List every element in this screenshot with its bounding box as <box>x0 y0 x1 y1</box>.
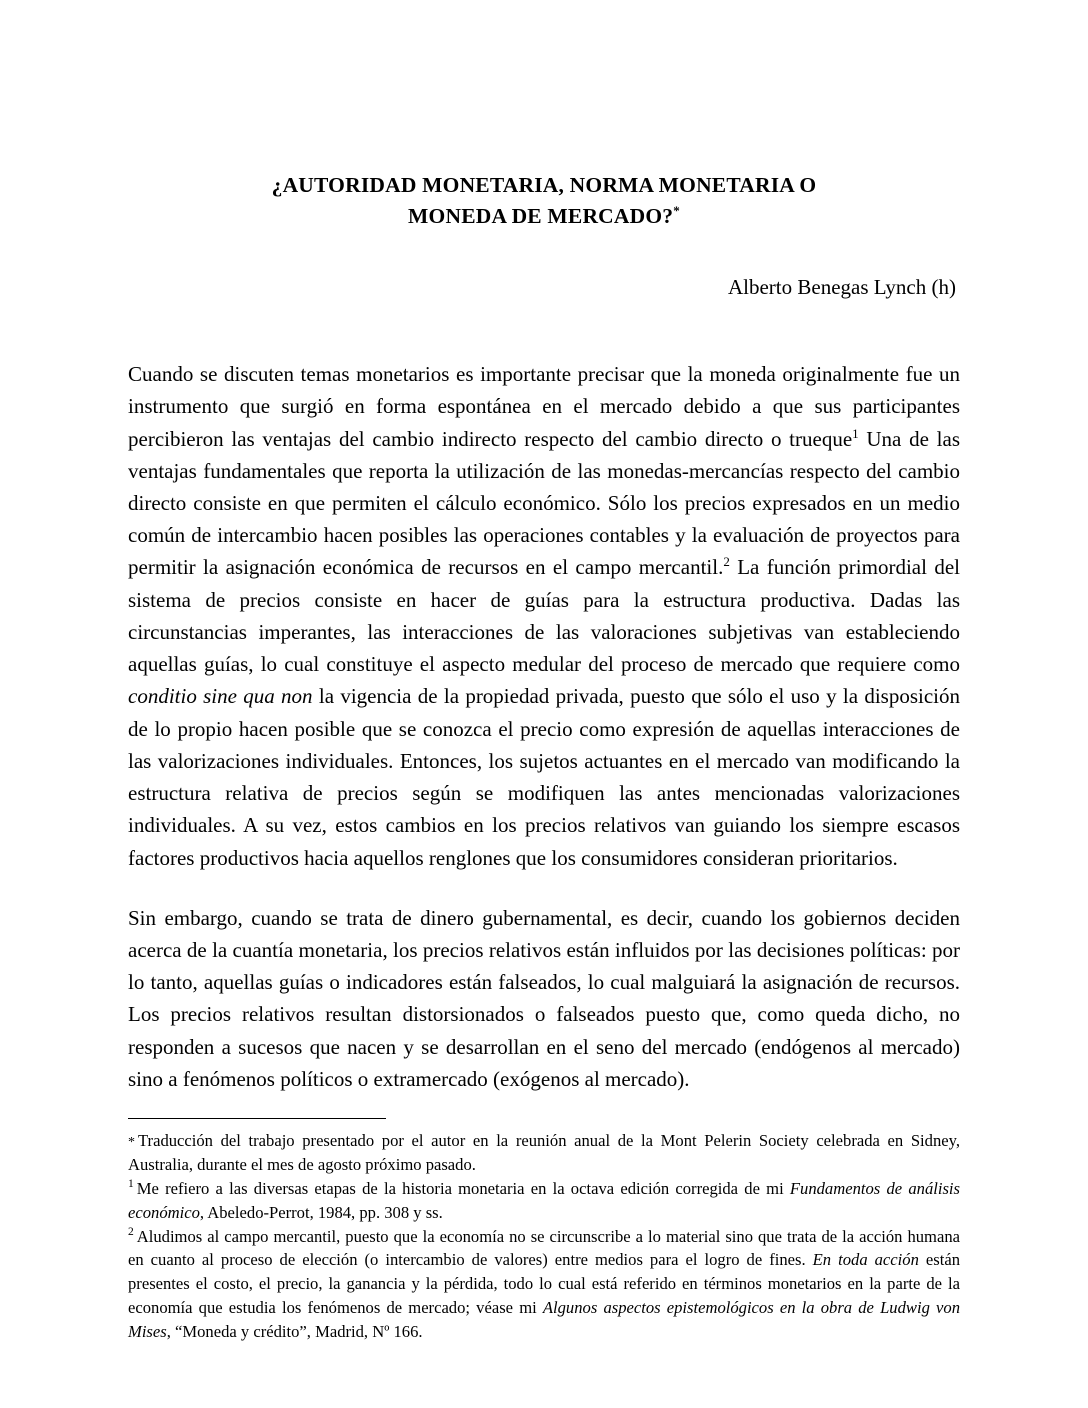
footnote-2 <box>128 1225 960 1344</box>
footnote-2-italic-a: En toda acción <box>812 1250 919 1270</box>
footnote-star-text: Traducción del trabajo presentado por el autor en la reunión anual de la Mont Pelerin Society celebrada en Sidney, Australia, durante el mes de agosto próximo pasado. <box>128 1130 960 1174</box>
footnote-area <box>128 1118 960 1344</box>
footnote-2-text-b: están presentes el costo, el precio, la ganancia y la pérdida, todo lo cual está referido en términos monetarios en la parte de la economía que estudia los fenómenos de mercado; véase mi <box>128 1250 960 1318</box>
footnote-ref-1: 1 <box>852 425 859 441</box>
title-line-1: ¿AUTORIDAD MONETARIA, NORMA MONETARIA O <box>271 173 817 197</box>
footnote-1 <box>128 1177 960 1225</box>
title-line-2: MONEDA DE MERCADO? <box>408 203 674 228</box>
footnote-separator-rule <box>128 1118 386 1119</box>
paragraph-2: Sin embargo, cuando se trata de dinero gubernamental, es decir, cuando los gobiernos deciden acerca de la cuantía monetaria, los precios relativos están influidos por las decisiones políticas: por lo tanto, aquellas guías o indicadores están falseados, lo cual malguiará la asignación de recursos. Los precios relativos resultan distorsionados o falseados puesto que, como queda dicho, no responden a sucesos que nacen y se desarrollan en el seno del mercado (endógenos al mercado) sino a fenómenos políticos o extramercado (exógenos al mercado). <box>128 905 960 1091</box>
footnote-1-text-a: Me refiero a las diversas etapas de la historia monetaria en la octava edición corregida de mi <box>136 1178 790 1198</box>
footnote-star-marker: * <box>128 1134 135 1150</box>
footnote-star <box>128 1129 960 1177</box>
footnote-1-italic-title: Fundamentos de análisis económico <box>128 1178 960 1222</box>
page-title <box>128 170 960 231</box>
author-name: Alberto Benegas Lynch (h) <box>727 275 956 300</box>
paragraph-1-part-a: Cuando se discuten temas monetarios es importante precisar que la moneda originalmente fue un instrumento que surgió en forma espontánea en el mercado debido a que sus participantes percibieron las ventajas del cambio indirecto respecto del cambio directo o trueque <box>128 362 960 451</box>
footnote-ref-2: 2 <box>723 554 730 570</box>
footnote-1-text-b: , Abeledo-Perrot, 1984, pp. 308 y ss. <box>199 1202 443 1222</box>
footnote-2-marker: 2 <box>128 1226 134 1239</box>
paragraph-1-part-c: La función primordial del sistema de precios consiste en hacer de guías para la estructura productiva. Dadas las circunstancias imperantes, las interacciones de las valoraciones subjetivas van estableciendo aquellas guías, lo cual constituye el aspecto medular del proceso de mercado que requiere como <box>128 555 960 677</box>
title-footnote-marker: * <box>673 202 680 218</box>
paragraph-1-part-d: la vigencia de la propiedad privada, puesto que sólo el uso y la disposición de lo propio hacen posible que se conozca el precio como expresión de aquellas interacciones de las valorizaciones individuales. Entonces, los sujetos actuantes en el mercado van modificando la estructura relativa de precios según se modifiquen las antes mencionadas valorizaciones individuales. A su vez, estos cambios en los precios relativos van guiando los siempre escasos factores productivos hacia aquellos renglones que los consumidores consideran prioritarios. <box>128 684 961 870</box>
paragraph-1 <box>128 358 960 874</box>
paragraph-1-italic-phrase: conditio sine qua non <box>128 684 313 709</box>
footnote-2-italic-b: Algunos aspectos epistemológicos en la obra de Ludwig von Mises <box>128 1298 960 1342</box>
footnote-1-marker: 1 <box>128 1178 134 1191</box>
footnote-2-text-a: Aludimos al campo mercantil, puesto que la economía no se circunscribe a lo material sino que trata de la acción humana en cuanto al proceso de elección (o intercambio de valores) entre medios para el logro de fines. <box>128 1226 960 1270</box>
paragraph-1-part-b: Una de las ventajas fundamentales que reporta la utilización de las monedas-mercancías respecto del cambio directo consiste en que permiten el cálculo económico. Sólo los precios expresados en un medio común de intercambio hacen posibles las operaciones contables y la evaluación de proyectos para permitir la asignación económica de recursos en el campo mercantil. <box>128 426 960 580</box>
footnote-2-text-c: , “Moneda y crédito”, Madrid, Nº 166. <box>166 1322 423 1342</box>
